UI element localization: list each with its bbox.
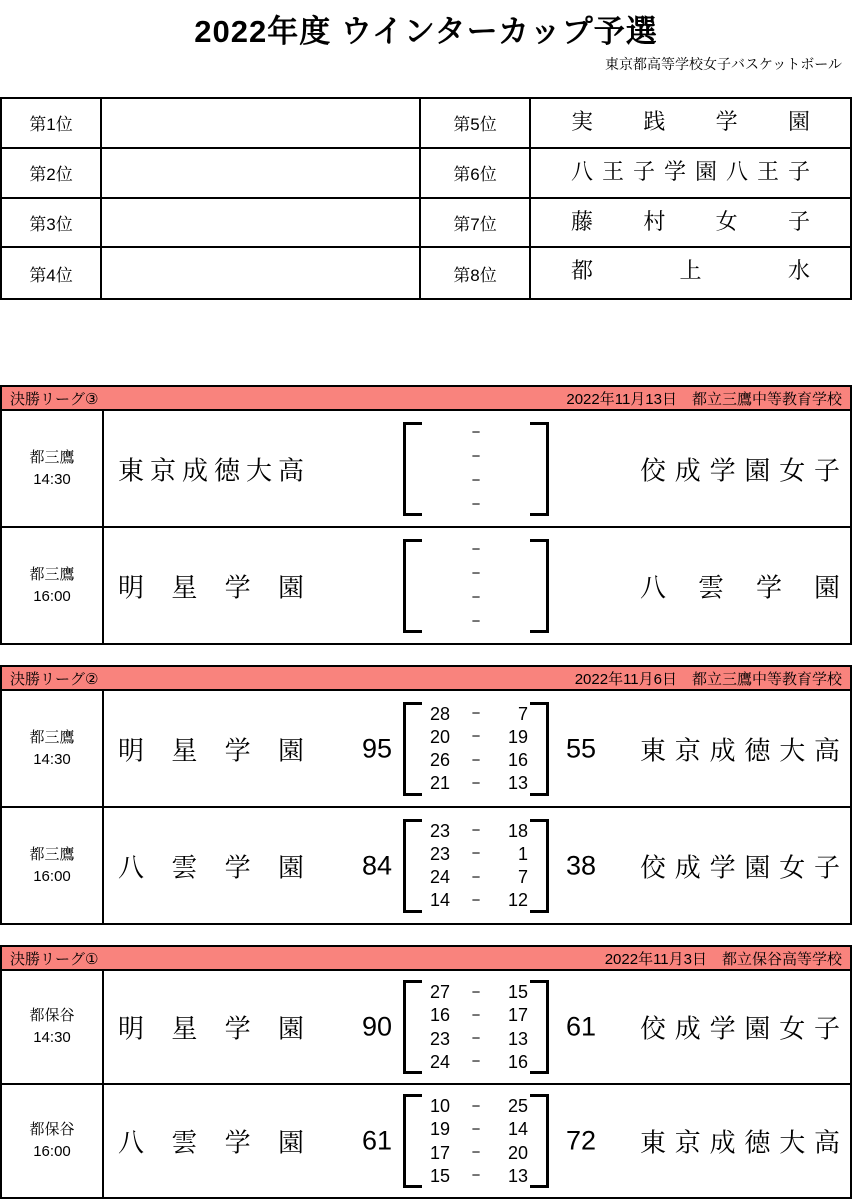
time-label: 16:00 [33, 587, 71, 605]
rankings-table [0, 97, 852, 300]
quarter-line: 10 − 25 [429, 1096, 528, 1116]
time-label: 14:30 [33, 750, 71, 768]
rank-label-5: 第5位 [421, 99, 531, 149]
dash: − [471, 868, 481, 886]
bracket-left [403, 702, 424, 796]
quarter-line [424, 425, 528, 440]
venue-time-cell [2, 1085, 104, 1197]
bracket-left [403, 819, 424, 913]
league-section-2 [0, 665, 852, 925]
league-1-header [2, 947, 850, 971]
dash: − [471, 705, 481, 722]
rank-label-7: 第7位 [421, 199, 531, 249]
rank-label-1: 第1位 [2, 99, 102, 149]
match-row [2, 971, 850, 1085]
quarter-line: 26 − 16 [429, 750, 528, 771]
quarter-score-bracket [403, 819, 549, 913]
venue-label: 都保谷 [29, 1007, 75, 1025]
league-2-header [2, 667, 850, 691]
dash: − [471, 983, 481, 1001]
match-main [104, 971, 850, 1083]
league-1-date-venue: 2022年11月3日 都立保谷高等学校 [604, 950, 842, 968]
bracket-left [403, 980, 424, 1074]
dash: − [471, 822, 481, 839]
quarter-line: 23 − 13 [429, 1028, 528, 1049]
bracket-right [528, 702, 549, 796]
dash: − [471, 496, 481, 514]
quarter-line: 23 − 1 [429, 843, 528, 864]
bracket-left [403, 539, 424, 633]
rank-team-2 [102, 149, 421, 199]
venue-time-cell [2, 971, 104, 1083]
quarter-scores [424, 822, 528, 910]
home-team-name: 明星学園 [118, 572, 304, 602]
home-team-name: 明星学園 [118, 735, 304, 765]
dash: − [471, 1120, 481, 1138]
bracket-left [403, 422, 424, 516]
rank-label-8: 第8位 [421, 248, 531, 298]
dash: − [471, 1053, 481, 1071]
quarter-line: 16 − 17 [429, 1005, 528, 1026]
match-main [104, 411, 850, 526]
dash: − [471, 1144, 481, 1162]
dash: − [471, 1097, 481, 1115]
bracket-right [528, 422, 549, 516]
rank-label-6: 第6位 [421, 149, 531, 199]
league-section-1 [0, 945, 852, 1199]
rank-team-1 [102, 99, 421, 149]
venue-label: 都三鷹 [29, 728, 75, 746]
away-total-score: 38 [566, 850, 597, 880]
league-section-3 [0, 385, 852, 645]
rank-team-8: 都上水 [571, 258, 810, 284]
rank-team-7: 藤村女子 [531, 199, 850, 249]
quarter-line [424, 497, 528, 512]
league-1-label: 決勝リーグ① [10, 950, 99, 968]
quarter-line: 14 − 12 [429, 890, 528, 911]
venue-time-cell [2, 528, 104, 643]
quarter-line: 24 − 16 [429, 1051, 528, 1072]
rank-label-2: 第2位 [2, 149, 102, 199]
rank-team-6: 八王子学園八王子 [531, 149, 850, 199]
quarter-line: 28 − 7 [429, 703, 528, 724]
away-team-name: 佼成学園女子 [640, 455, 840, 485]
match-row [2, 808, 850, 923]
venue-time-cell [2, 808, 104, 923]
bracket-right [528, 539, 549, 633]
dash: − [471, 1167, 481, 1185]
quarter-scores [424, 1097, 528, 1185]
away-team-name: 佼成学園女子 [640, 1013, 840, 1044]
quarter-line: 17 − 20 [429, 1142, 528, 1163]
bracket-right [528, 819, 549, 913]
quarter-score-bracket [403, 539, 549, 633]
quarter-line: 15 − 13 [429, 1165, 528, 1186]
home-total-score: 90 [361, 1011, 392, 1042]
venue-time-cell [2, 691, 104, 806]
time-label: 14:30 [33, 470, 71, 488]
bracket-right [528, 980, 549, 1074]
home-team-name: 東京成徳大高 [118, 455, 304, 485]
rank-team-3 [102, 199, 421, 249]
quarter-scores [424, 983, 528, 1071]
dash: − [471, 1006, 481, 1024]
away-total-score: 61 [566, 1011, 597, 1042]
dash: − [471, 589, 481, 607]
away-team-name: 東京成徳大高 [640, 1127, 840, 1158]
quarter-score-bracket [403, 980, 549, 1074]
bracket-right [528, 1094, 549, 1188]
match-main [104, 1085, 850, 1197]
quarter-score-bracket [403, 422, 549, 516]
away-total-score: 55 [566, 733, 597, 763]
league-3-label: 決勝リーグ③ [10, 390, 99, 408]
dash: − [471, 564, 481, 582]
bracket-left [403, 1094, 424, 1188]
dash: − [471, 728, 481, 746]
rank-label-4: 第4位 [2, 248, 102, 298]
home-team-name: 八雲学園 [118, 852, 304, 882]
match-row [2, 411, 850, 528]
quarter-score-bracket [403, 1094, 549, 1188]
quarter-scores [424, 542, 528, 630]
quarter-line [424, 449, 528, 464]
rank-label-3: 第3位 [2, 199, 102, 249]
quarter-line: 27 − 15 [429, 982, 528, 1002]
league-3-header [2, 387, 850, 411]
dash: − [471, 845, 481, 863]
match-row [2, 528, 850, 643]
away-team-name: 佼成学園女子 [640, 852, 840, 882]
time-label: 16:00 [33, 1143, 71, 1160]
quarter-scores [424, 425, 528, 513]
venue-time-cell [2, 411, 104, 526]
dash: − [471, 751, 481, 769]
league-2-date-venue: 2022年11月6日 都立三鷹中等教育学校 [574, 670, 842, 688]
dash: − [471, 472, 481, 490]
quarter-line: 24 − 7 [429, 867, 528, 888]
home-total-score: 84 [361, 850, 392, 880]
venue-label: 都三鷹 [29, 565, 75, 583]
quarter-line: 23 − 18 [429, 820, 528, 841]
quarter-score-bracket [403, 702, 549, 796]
quarter-line: 21 − 13 [429, 773, 528, 794]
venue-label: 都三鷹 [29, 845, 75, 863]
dash: − [471, 540, 481, 558]
home-team-name: 八雲学園 [118, 1127, 304, 1158]
quarter-scores [424, 705, 528, 793]
dash: − [471, 891, 481, 909]
away-total-score: 72 [566, 1125, 597, 1156]
match-row [2, 691, 850, 808]
match-main [104, 691, 850, 806]
quarter-line [424, 590, 528, 605]
venue-label: 都保谷 [29, 1121, 75, 1139]
home-total-score: 61 [361, 1125, 392, 1156]
league-2-label: 決勝リーグ② [10, 670, 99, 688]
quarter-line [424, 566, 528, 581]
rank-team-5: 実践学園 [531, 99, 850, 149]
away-team-name: 八雲学園 [640, 572, 840, 602]
organization-subtitle: 東京都高等学校女子バスケットボール [604, 56, 842, 72]
quarter-line [424, 473, 528, 488]
page-title: 2022年度 ウインターカップ予選 [194, 14, 658, 49]
quarter-line: 20 − 19 [429, 726, 528, 747]
dash: − [471, 447, 481, 465]
time-label: 16:00 [33, 867, 71, 885]
quarter-line: 19 − 14 [429, 1119, 528, 1140]
match-main [104, 808, 850, 923]
quarter-line [424, 614, 528, 629]
dash: − [471, 774, 481, 792]
rank-team-4 [102, 248, 421, 298]
match-row [2, 1085, 850, 1197]
quarter-line [424, 542, 528, 557]
venue-label: 都三鷹 [29, 448, 75, 466]
dash: − [471, 423, 481, 441]
home-total-score: 95 [361, 733, 392, 763]
away-team-name: 東京成徳大高 [640, 735, 840, 765]
time-label: 14:30 [33, 1029, 71, 1046]
home-team-name: 明星学園 [118, 1013, 304, 1044]
dash: − [471, 1030, 481, 1048]
match-main [104, 528, 850, 643]
dash: − [471, 613, 481, 631]
league-3-date-venue: 2022年11月13日 都立三鷹中等教育学校 [566, 390, 842, 408]
